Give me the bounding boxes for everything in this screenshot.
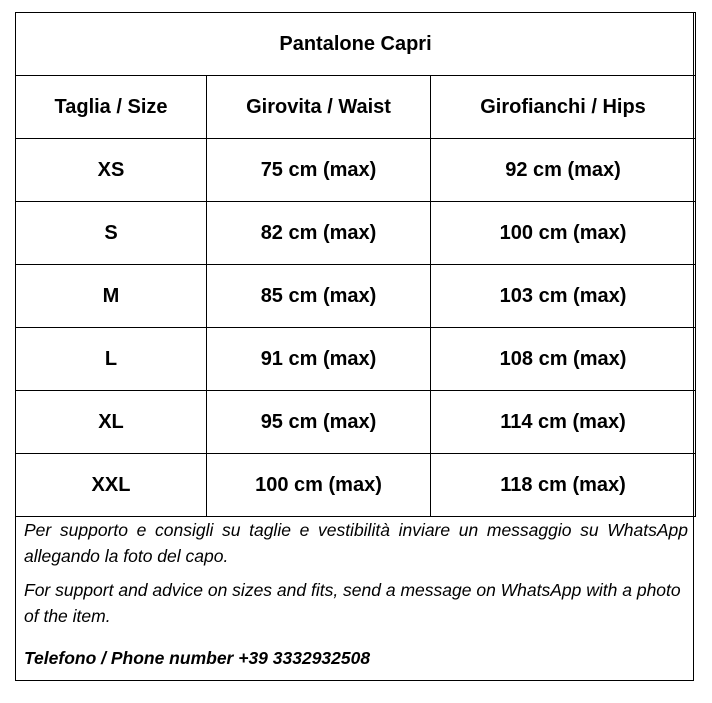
size-cell: XL — [16, 391, 207, 454]
waist-cell: 75 cm (max) — [207, 139, 431, 202]
size-cell: L — [16, 328, 207, 391]
size-cell: XS — [16, 139, 207, 202]
title-row — [16, 13, 696, 76]
support-notes — [24, 517, 688, 671]
waist-cell: 82 cm (max) — [207, 202, 431, 265]
hips-cell: 92 cm (max) — [431, 139, 696, 202]
waist-cell: 100 cm (max) — [207, 454, 431, 517]
note-english: For support and advice on sizes and fits, send a message on WhatsApp with a photo of the item. — [24, 580, 681, 626]
size-chart-table — [15, 12, 696, 517]
hips-cell: 108 cm (max) — [431, 328, 696, 391]
table-row — [16, 139, 696, 202]
table-row — [16, 202, 696, 265]
size-cell: XXL — [16, 454, 207, 517]
hips-cell: 114 cm (max) — [431, 391, 696, 454]
phone-number: Telefono / Phone number +39 3332932508 — [24, 648, 371, 668]
waist-cell: 91 cm (max) — [207, 328, 431, 391]
size-cell: S — [16, 202, 207, 265]
header-size: Taglia / Size — [16, 76, 207, 139]
header-waist: Girovita / Waist — [207, 76, 431, 139]
table-row — [16, 265, 696, 328]
hips-cell: 118 cm (max) — [431, 454, 696, 517]
note-italian: Per supporto e consigli su taglie e vestibilità inviare un messaggio su WhatsApp allegando la foto del capo. — [24, 520, 688, 566]
table-row — [16, 328, 696, 391]
header-row — [16, 76, 696, 139]
table-row — [16, 454, 696, 517]
table-row — [16, 391, 696, 454]
size-cell: M — [16, 265, 207, 328]
table-title: Pantalone Capri — [16, 13, 696, 76]
header-hips: Girofianchi / Hips — [431, 76, 696, 139]
waist-cell: 95 cm (max) — [207, 391, 431, 454]
waist-cell: 85 cm (max) — [207, 265, 431, 328]
hips-cell: 100 cm (max) — [431, 202, 696, 265]
hips-cell: 103 cm (max) — [431, 265, 696, 328]
